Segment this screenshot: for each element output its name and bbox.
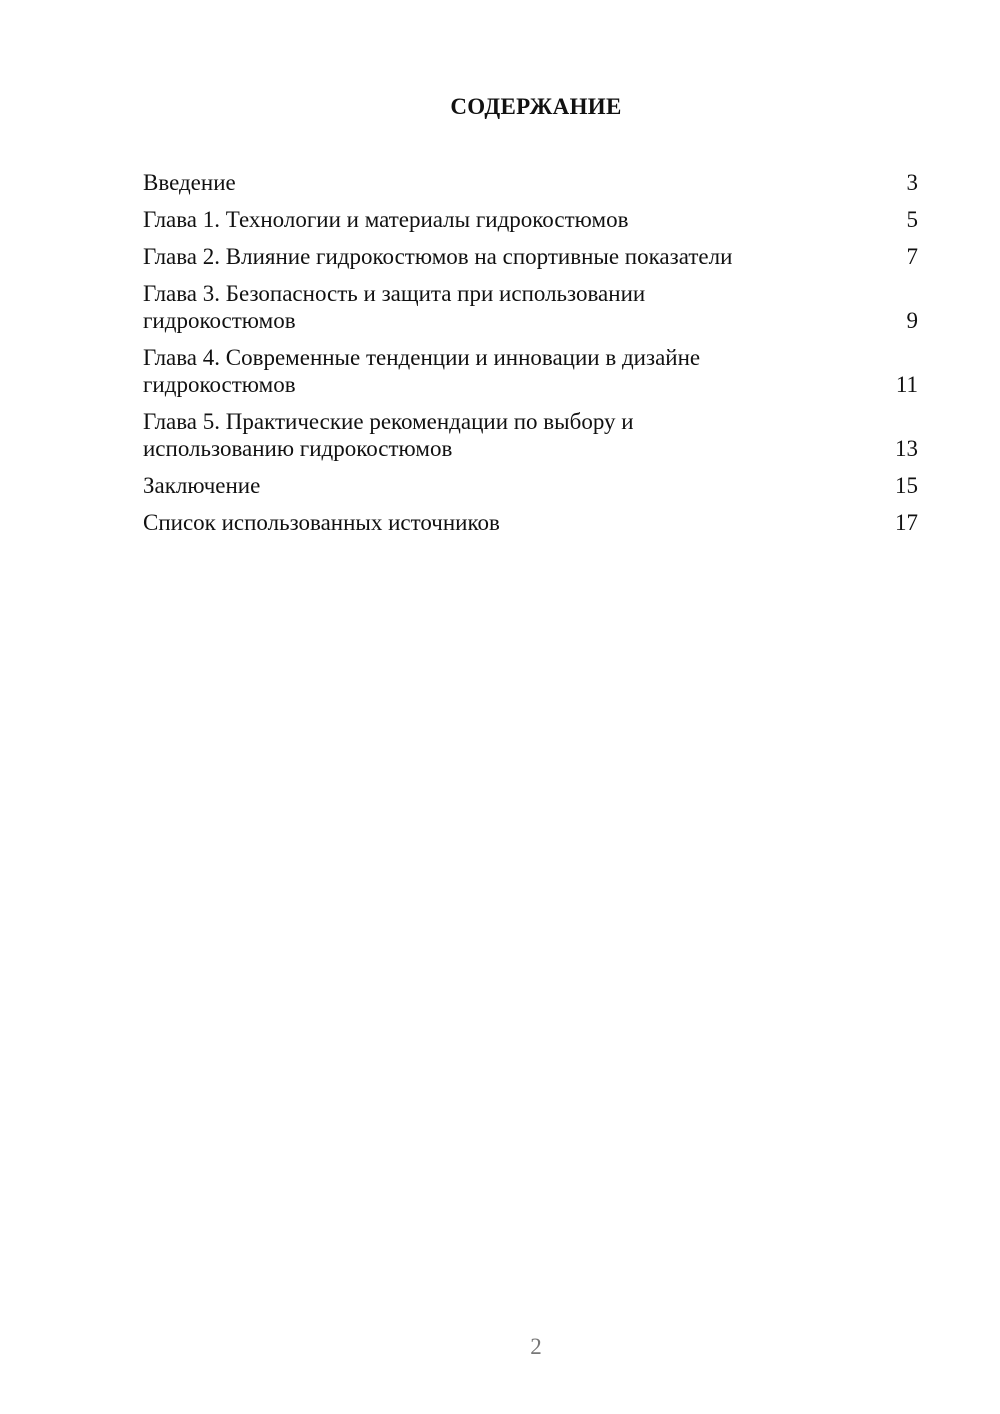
- toc-entry-line: Глава 3. Безопасность и защита при использовании: [143, 281, 646, 306]
- toc-title: СОДЕРЖАНИЕ: [450, 94, 622, 119]
- toc-entry-page: 5: [906, 207, 918, 232]
- toc-entry-label: [143, 169, 907, 196]
- toc-entry-label: [143, 206, 907, 233]
- toc-entry-references: [143, 509, 918, 536]
- page-number: 2: [530, 1334, 542, 1359]
- toc-entry-label: [143, 280, 907, 334]
- toc-entry-chapter-3: [143, 280, 918, 334]
- toc-entry-page: 15: [895, 473, 918, 498]
- toc-entry-label: [143, 243, 907, 270]
- toc-entry-chapter-1: [143, 206, 918, 233]
- toc-entry-line: Глава 1. Технологии и материалы гидрокостюмов: [143, 207, 629, 232]
- toc-entry-line: Заключение: [143, 473, 261, 498]
- toc-entry-label: [143, 472, 895, 499]
- toc-entry-label: [143, 408, 895, 462]
- toc-entry-chapter-4: [143, 344, 918, 398]
- toc-entry-page: 3: [906, 170, 918, 195]
- toc-entry-page: 7: [906, 244, 918, 269]
- toc-entry-line: Глава 5. Практические рекомендации по выбору и: [143, 409, 634, 434]
- toc-entry-conclusion: [143, 472, 918, 499]
- toc-entry-label: [143, 509, 895, 536]
- table-of-contents: [143, 169, 918, 546]
- toc-entry-line: Введение: [143, 170, 236, 195]
- toc-entry-line: Список использованных источников: [143, 510, 500, 535]
- toc-entry-page: 13: [895, 436, 918, 461]
- toc-entry-introduction: [143, 169, 918, 196]
- toc-entry-line: Глава 4. Современные тенденции и инновации в дизайне: [143, 345, 701, 370]
- toc-entry-page: 9: [906, 308, 918, 333]
- toc-entry-page: 11: [895, 372, 918, 397]
- toc-entry-chapter-5: [143, 408, 918, 462]
- toc-entry-chapter-2: [143, 243, 918, 270]
- toc-entry-line: гидрокостюмов: [143, 372, 296, 397]
- toc-entry-line: Глава 2. Влияние гидрокостюмов на спортивные показатели: [143, 244, 733, 269]
- toc-entry-label: [143, 344, 896, 398]
- toc-entry-line: гидрокостюмов: [143, 308, 296, 333]
- toc-entry-page: 17: [895, 510, 918, 535]
- toc-entry-line: использованию гидрокостюмов: [143, 436, 453, 461]
